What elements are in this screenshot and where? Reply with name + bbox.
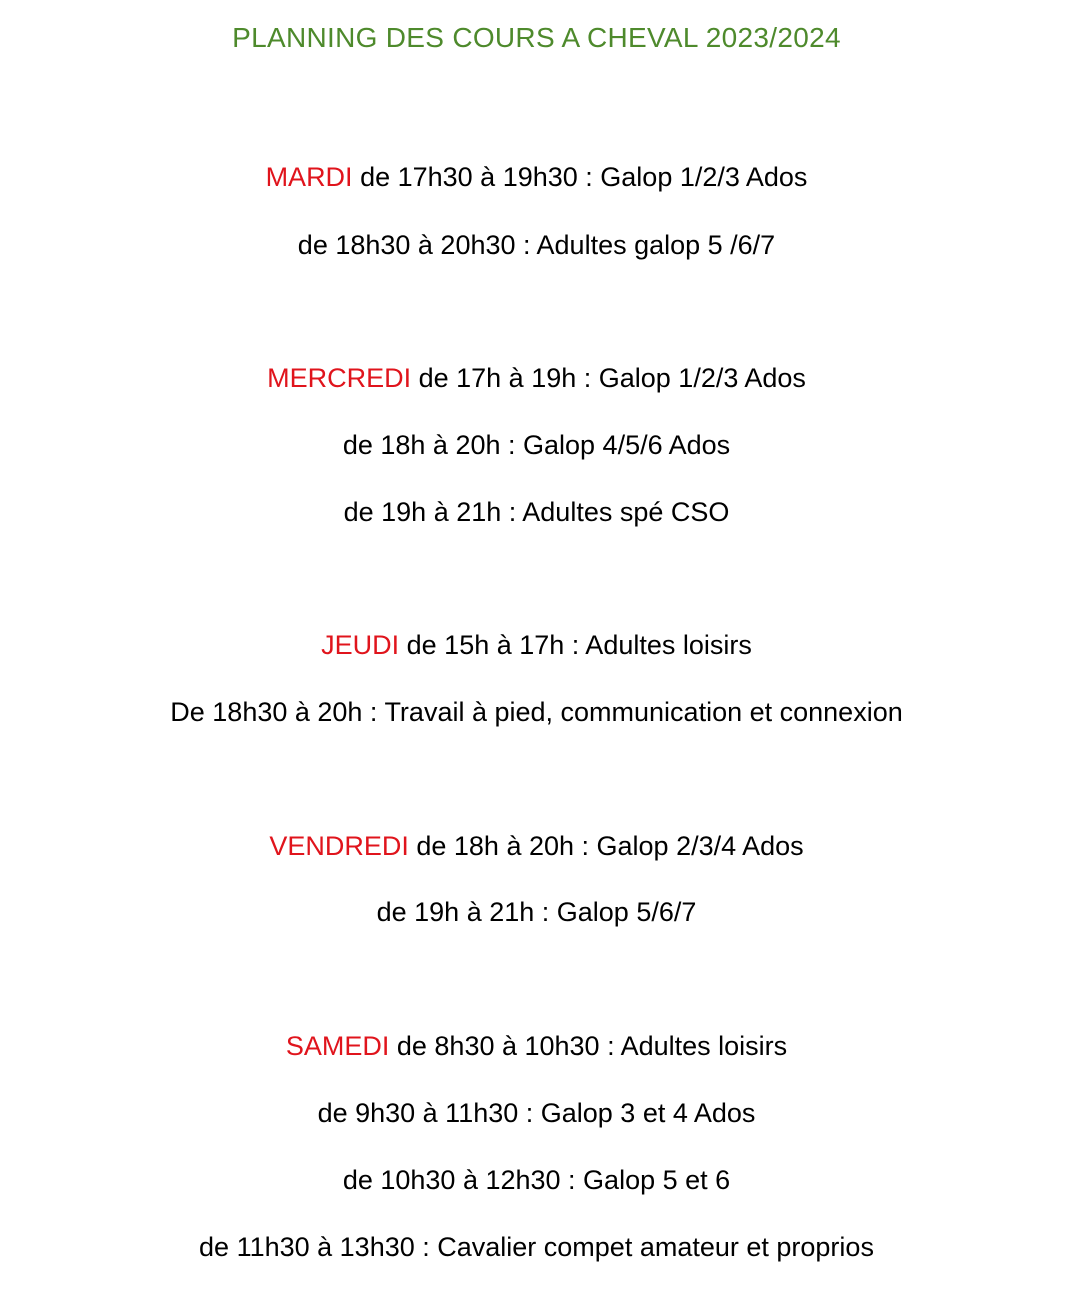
day-label-mercredi: MERCREDI [267, 363, 412, 393]
schedule-text: de 9h30 à 11h30 : Galop 3 et 4 Ados [317, 1098, 756, 1128]
schedule-line-samedi-3 [0, 1163, 1073, 1197]
schedule-text: de 17h30 à 19h30 : Galop 1/2/3 Ados [352, 162, 808, 192]
schedule-text: de 17h à 19h : Galop 1/2/3 Ados [411, 363, 806, 393]
day-label-jeudi: JEUDI [321, 630, 400, 660]
page-title: PLANNING DES COURS A CHEVAL 2023/2024 [232, 22, 841, 53]
schedule-line-jeudi-2 [0, 695, 1073, 729]
schedule-line-vendredi-1 [0, 829, 1073, 863]
schedule-line-samedi-1 [0, 1029, 1073, 1063]
day-label-vendredi: VENDREDI [269, 831, 409, 861]
schedule-text: de 19h à 21h : Galop 5/6/7 [376, 897, 697, 927]
schedule-text: de 8h30 à 10h30 : Adultes loisirs [389, 1031, 788, 1061]
day-label-mardi: MARDI [265, 162, 353, 192]
schedule-text: de 19h à 21h : Adultes spé CSO [343, 497, 730, 527]
schedule-line-jeudi-1 [0, 628, 1073, 662]
schedule-text: De 18h30 à 20h : Travail à pied, communication et connexion [170, 697, 903, 727]
schedule-text: de 10h30 à 12h30 : Galop 5 et 6 [342, 1165, 731, 1195]
schedule-text: de 18h30 à 20h30 : Adultes galop 5 /6/7 [297, 230, 776, 260]
schedule-text: de 18h à 20h : Galop 2/3/4 Ados [408, 831, 804, 861]
schedule-text: de 15h à 17h : Adultes loisirs [399, 630, 752, 660]
schedule-line-mercredi-1 [0, 361, 1073, 395]
schedule-line-samedi-2 [0, 1096, 1073, 1130]
schedule-line-samedi-4 [0, 1230, 1073, 1264]
schedule-line-vendredi-2 [0, 895, 1073, 929]
schedule-line-mardi-2 [0, 228, 1073, 262]
schedule-text: de 11h30 à 13h30 : Cavalier compet amateur et proprios [199, 1232, 874, 1262]
schedule-line-mardi-1 [0, 160, 1073, 194]
schedule-line-mercredi-3 [0, 495, 1073, 529]
schedule-text: de 18h à 20h : Galop 4/5/6 Ados [342, 430, 731, 460]
day-label-samedi: SAMEDI [285, 1031, 390, 1061]
schedule-line-mercredi-2 [0, 428, 1073, 462]
